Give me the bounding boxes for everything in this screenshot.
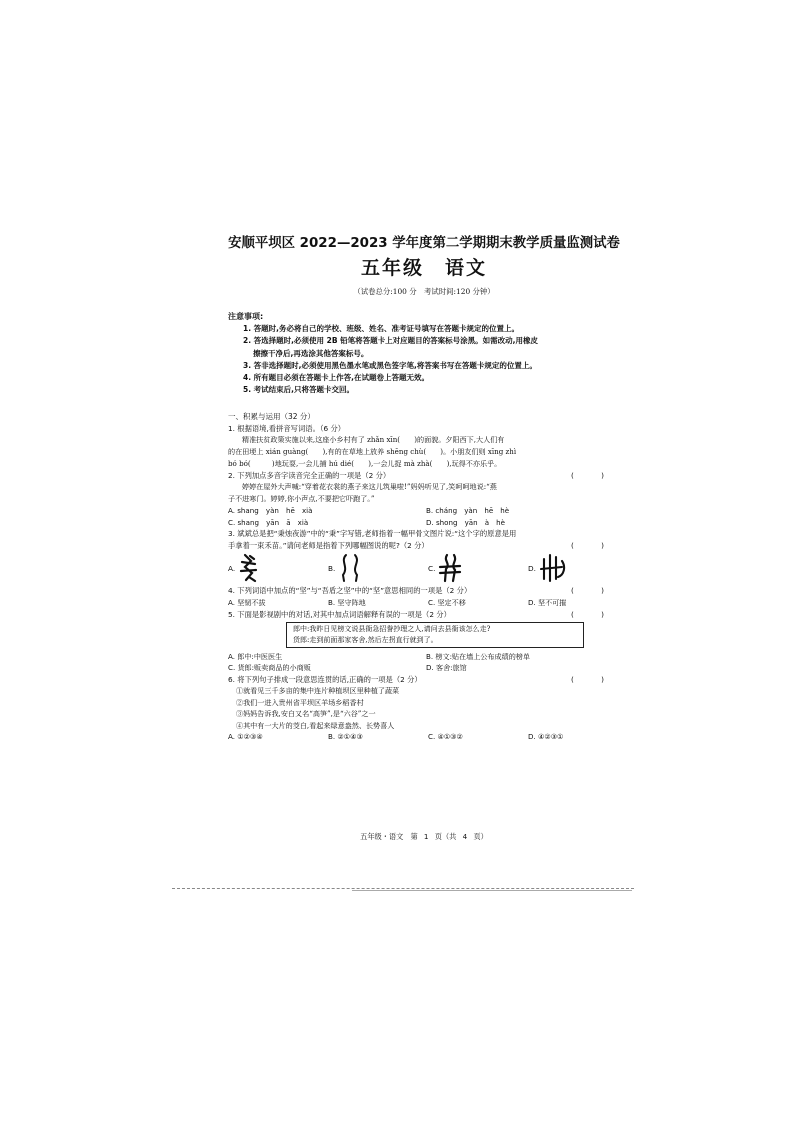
question-5-options: [228, 651, 620, 674]
option-b: B. cháng yàn hē hè: [426, 505, 510, 515]
exam-title: 安顺平坝区 2022—2023 学年度第二学期期末教学质量监测试卷: [228, 236, 620, 251]
answer-paren: ( ): [571, 540, 614, 550]
question-6-options: [228, 731, 620, 743]
dialogue-line: 货郎:走到前面那家客舍,然后左拐直行就到了。: [293, 635, 438, 644]
question-2-line: 子不进寒门。婷婷,你小声点,不要把它吓跑了。”: [228, 494, 375, 504]
section-heading: 一、积累与运用（32 分）: [228, 411, 315, 421]
option-b: [328, 553, 428, 583]
sentence-item: ③妈妈告诉我,安白又名“高笋”,是“六谷”之一: [236, 709, 376, 719]
question-5: [228, 609, 620, 621]
option-c: C. 货郎:贩卖商品的小商贩: [228, 663, 311, 673]
oracle-glyph-d-image: [538, 553, 566, 583]
option-label: A.: [228, 563, 236, 573]
note-item: 1. 答题时,务必将自己的学校、班级、姓名、准考证号填写在答题卡规定的位置上。: [243, 324, 520, 333]
note-item: 擦擦干净后,再选涂其他答案标号。: [253, 348, 369, 358]
option-d: [528, 553, 620, 583]
option-b: B. 坚守阵地: [328, 597, 366, 607]
scan-edge-divider: [352, 890, 632, 891]
option-c: C. 坚定不移: [428, 597, 466, 607]
oracle-glyph-b-image: [337, 553, 363, 583]
exam-subtitle: 五年级 语文: [360, 257, 487, 279]
question-6: [228, 674, 620, 686]
option-d: D. ④②③①: [528, 732, 564, 742]
option-b: B. ②①④③: [328, 732, 363, 742]
option-a: A. 郎中:中医医生: [228, 651, 283, 661]
question-4-stem: 4. 下列词语中加点的“坚”与“吾盾之坚”中的“坚”意思相同的一项是（2 分）: [228, 586, 472, 596]
option-d: D. 坚不可摧: [528, 597, 567, 607]
note-item: 4. 所有题目必须在答题卡上作答,在试题卷上答题无效。: [243, 373, 430, 383]
question-2: [228, 470, 620, 482]
answer-paren: ( ): [571, 470, 614, 480]
question-1-line: 的在田埂上 xián guàng( ),有的在草地上放养 shēng chù( )。小朋友们则 xīng zhì: [228, 447, 517, 457]
dialogue-line: 郎中:我昨日见榜文说县衙急招誊抄理之人,请问去县衙该怎么走?: [293, 625, 491, 634]
note-item: 2. 答选择题时,必须使用 2B 铅笔将答题卡上对应题目的答案标号涂黑。如需改动,用橡皮: [243, 336, 539, 346]
dialogue-box: [286, 622, 584, 648]
exam-page: [228, 232, 620, 841]
question-1-line: 精准扶贫政策实施以来,这座小乡村有了 zhǎn xīn( )的面貌。夕阳西下,大人们有: [242, 435, 505, 445]
question-3-stem: 3. 斌斌总是把“秉烛夜游”中的“秉”字写错,老师指着一幅甲骨文图片说:“这个字的原意是用: [228, 529, 517, 539]
note-item: 5. 考试结束后,只将答题卡交回。: [243, 385, 355, 395]
option-b: B. 榜文:贴在墙上公布成绩的榜单: [426, 651, 530, 661]
question-5-stem: 5. 下面是影视剧中的对话,对其中加点词语解释有误的一项是（2 分）: [228, 609, 451, 619]
page-footer: 五年级・语文 第 1 页（共 4 页）: [360, 832, 488, 841]
oracle-glyph-c-image: [437, 553, 463, 583]
question-4: [228, 585, 620, 597]
option-d: D. 客舍:旅馆: [426, 663, 467, 673]
option-c: C. ④①③②: [428, 732, 463, 742]
exam-meta: （试卷总分:100 分 考试时间:120 分钟）: [353, 287, 495, 296]
option-a: [228, 553, 328, 583]
question-2-options: [228, 505, 620, 528]
answer-paren: ( ): [571, 674, 614, 684]
sentence-item: ①就看见三千多亩的集中连片种植坝区里种植了蔬菜: [236, 686, 400, 696]
oracle-glyph-a-image: [237, 553, 261, 583]
question-3-stem-2: 手拿着一束禾苗。”请问老师是指着下列哪幅图说的呢?（2 分）: [228, 540, 429, 550]
question-4-options: [228, 597, 620, 609]
question-3: [228, 540, 620, 552]
answer-paren: ( ): [571, 586, 614, 596]
option-d: D. shong yān à hè: [426, 517, 506, 527]
sentence-item: ②我们一进入贵州省平坝区羊场乡稻香村: [236, 697, 364, 707]
notes-list: [228, 323, 620, 397]
option-label: B.: [328, 563, 336, 573]
notes-heading: 注意事项:: [228, 312, 264, 321]
question-3-options: [228, 551, 620, 585]
sentence-item: ④其中有一大片的茭白,看起来绿意盎然、长势喜人: [236, 720, 395, 730]
question-1-stem: 1. 根据语境,看拼音写词语。（6 分）: [228, 423, 346, 433]
option-a: A. ①②③④: [228, 732, 263, 742]
scan-edge-divider: [172, 888, 634, 889]
note-item: 3. 答非选择题时,必须使用黑色墨水笔或黑色签字笔,将答案书写在答题卡规定的位置上。: [243, 360, 537, 370]
option-a: A. shang yàn hē xià: [228, 505, 313, 515]
option-label: D.: [528, 563, 536, 573]
option-c: C. shang yān ā xià: [228, 517, 309, 527]
answer-paren: ( ): [571, 609, 614, 619]
question-6-stem: 6. 将下列句子排成一段意思连贯的话,正确的一项是（2 分）: [228, 674, 422, 684]
question-2-stem: 2. 下列加点多音字读音完全正确的一项是（2 分）: [228, 470, 391, 480]
question-2-line: 婷婷在屋外大声喊:“穿着花衣裳的燕子来这儿筑巢啦!”妈妈听见了,笑呵呵地说:“燕: [242, 482, 497, 492]
option-c: [428, 553, 528, 583]
option-a: A. 坚韧不拔: [228, 597, 266, 607]
question-1-line: bó bó( )地玩耍,一会儿捕 hú dié( ),一会儿捉 mà zhà( ),玩得不亦乐乎。: [228, 458, 502, 468]
option-label: C.: [428, 563, 436, 573]
